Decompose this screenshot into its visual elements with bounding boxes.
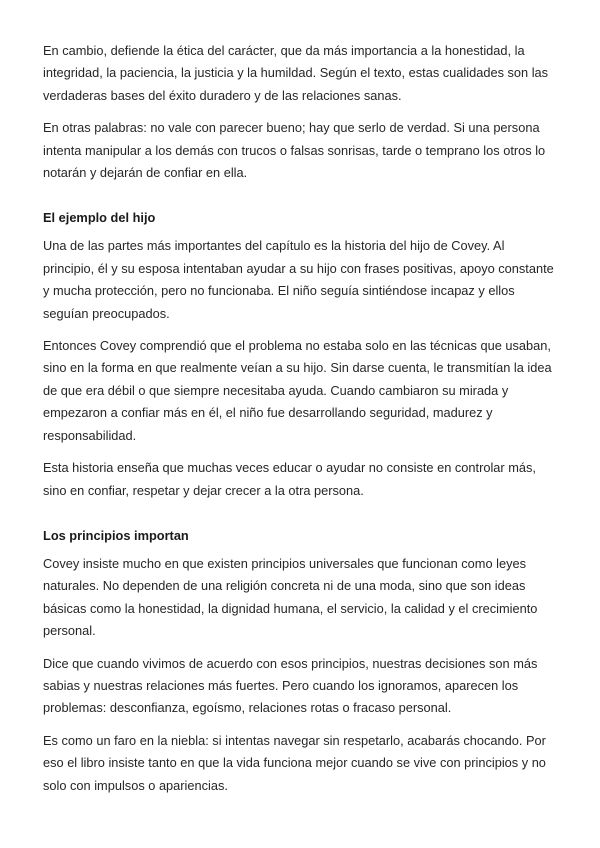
paragraph-parecer-bueno: En otras palabras: no vale con parecer bueno; hay que serlo de verdad. Si una persona intenta manipular a los demás con trucos o falsas sonrisas, tarde o temprano los otros lo notarán y dejarán de confiar en ella. [43, 120, 546, 181]
section-heading-hijo: El ejemplo del hijo [43, 210, 156, 226]
paragraph-decisiones-sabias: Dice que cuando vivimos de acuerdo con esos principios, nuestras decisiones son más sabias y nuestras relaciones más fuertes. Pero cuando los ignoramos, aparecen los problemas: desconfianza, egoísmo, relaciones rotas o fracaso personal. [43, 655, 538, 716]
section-heading-principios: Los principios importan [43, 527, 189, 543]
paragraph-ensenanza: Esta historia enseña que muchas veces educar o ayudar no consiste en controlar más, sino en confiar, respetar y dejar crecer a la otra persona. [43, 460, 536, 498]
paragraph-faro-niebla: Es como un faro en la niebla: si intentas navegar sin respetarlo, acabarás chocando. Por eso el libro insiste tanto en que la vida funciona mejor cuando se vive con principios y no solo con impulsos o apariencias. [43, 732, 546, 793]
paragraph-covey-comprendio: Entonces Covey comprendió que el problema no estaba solo en las técnicas que usaban, sino en la forma en que realmente veían a su hijo. Sin darse cuenta, le transmitían la idea de que era débil o que siempre necesitaba ayuda. Cuando cambiaron su mirada y empezaron a confiar más en él, el niño fue desarrollando seguridad, madurez y responsabilidad. [43, 338, 552, 443]
paragraph-etica-caracter: En cambio, defiende la ética del carácter, que da más importancia a la honestidad, la integridad, la paciencia, la justicia y la humildad. Según el texto, estas cualidades son las verdaderas bases del éxito duradero y de las relaciones sanas. [43, 43, 549, 103]
paragraph-principios-universales: Covey insiste mucho en que existen principios universales que funcionan como leyes naturales. No dependen de una religión concreta ni de una moda, sino que son ideas básicas como la honestidad, la dignidad humana, el servicio, la calidad y el crecimiento personal. [43, 555, 538, 639]
paragraph-historia-hijo: Una de las partes más importantes del capítulo es la historia del hijo de Covey. Al principio, él y su esposa intentaban ayudar a su hijo con frases positivas, apoyo constante y mucha protección, pero no funcionaba. El niño seguía sintiéndose incapaz y ellos seguían preocupados. [43, 238, 554, 321]
